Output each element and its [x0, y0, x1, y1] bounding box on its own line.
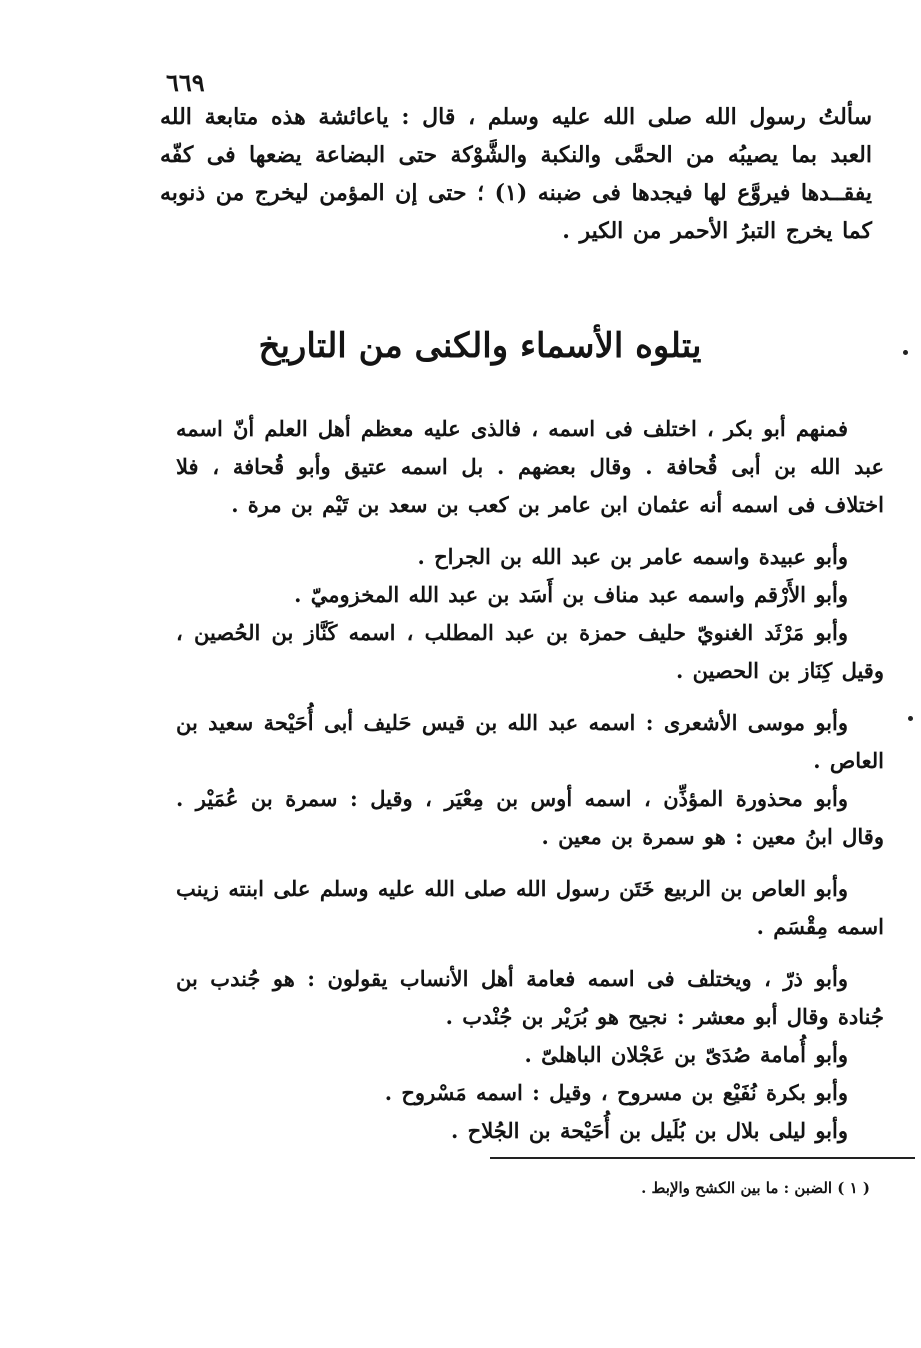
footnote: ( ١ ) الضبن : ما بين الكشح والإبط . [641, 1179, 870, 1197]
intro-paragraph-block [160, 98, 872, 250]
entry-abu-al-as: وأبو العاص بن الربيع خَتَن رسول الله صلى الله عليه وسلم على ابنته زينب اسمه مِقْسَم . [176, 876, 884, 939]
entry-abu-bakr: فمنهم أبو بكر ، اختلف فى اسمه ، فالذى عليه معظم أهل العلم أنّ اسمه عبد الله بن أبى قُحافة . وقال بعضهم . بل اسمه عتيق وأبو قُحافة ، فلا اختلاف فى اسمه أنه عثمان ابن عامر بن كعب بن سعد بن تَيْم بن مرة . [176, 416, 884, 517]
entry-abu-mahdhura: وأبو محذورة المؤذِّن ، اسمه أوس بن مِعْيَر ، وقيل : سمرة بن عُمَيْر . وقال ابنُ معين : هو سمرة بن معين . [176, 786, 884, 849]
names-list [176, 410, 884, 1150]
entry-abu-bakra: وأبو بكرة نُفَيْع بن مسروح ، وقيل : اسمه مَسْروح . [384, 1080, 848, 1105]
page-number: ٦٦٩ [166, 68, 205, 97]
margin-mark [908, 716, 913, 721]
entry-abu-marthad: وأبو مَرْثَد الغنويّ حليف حمزة بن عبد المطلب ، اسمه كَنَّاز بن الحُصين ، وقيل كِنَاز بن الحصين . [176, 620, 884, 683]
entry-abu-layla: وأبو ليلى بلال بن بُلَيل بن أُحَيْحة بن الجُلاح . [451, 1118, 848, 1143]
footnote-divider [490, 1157, 915, 1159]
entry-abu-dharr: وأبو ذرّ ، ويختلف فى اسمه فعامة أهل الأنساب يقولون : هو جُندب بن جُنادة وقال أبو معشر : نجيح هو بُرَيْر بن جُنْدب . [176, 966, 884, 1029]
entry-abu-ubayda: وأبو عبيدة واسمه عامر بن عبد الله بن الجراح . [417, 544, 848, 569]
entry-abu-al-arqam: وأبو الأَرْقم واسمه عبد مناف بن أَسَد بن عبد الله المخزوميّ . [294, 582, 848, 607]
margin-mark [903, 350, 908, 355]
entry-abu-musa: وأبو موسى الأشعرى : اسمه عبد الله بن قيس حَليف أبى أُحَيْحة سعيد بن العاص . [176, 710, 884, 773]
intro-paragraph: سألتُ رسول الله صلى الله عليه وسلم ، قال : ياعائشة هذه متابعة الله العبد بما يصيبُه من الحمَّى والنكبة والشَّوْكة حتى البضاعة يضعها فى كفّه يفقــدها فيروَّع لها فيجدها فى ضبنه (١) ؛ حتى إن المؤمن ليخرج من ذنوبه كما يخرج التبرُ الأحمر من الكير . [160, 104, 872, 244]
entry-abu-umama: وأبو أُمامة صُدَىّ بن عَجْلان الباهلىّ . [524, 1042, 848, 1067]
section-heading: يتلوه الأسماء والكنى من التاريخ [258, 326, 702, 366]
